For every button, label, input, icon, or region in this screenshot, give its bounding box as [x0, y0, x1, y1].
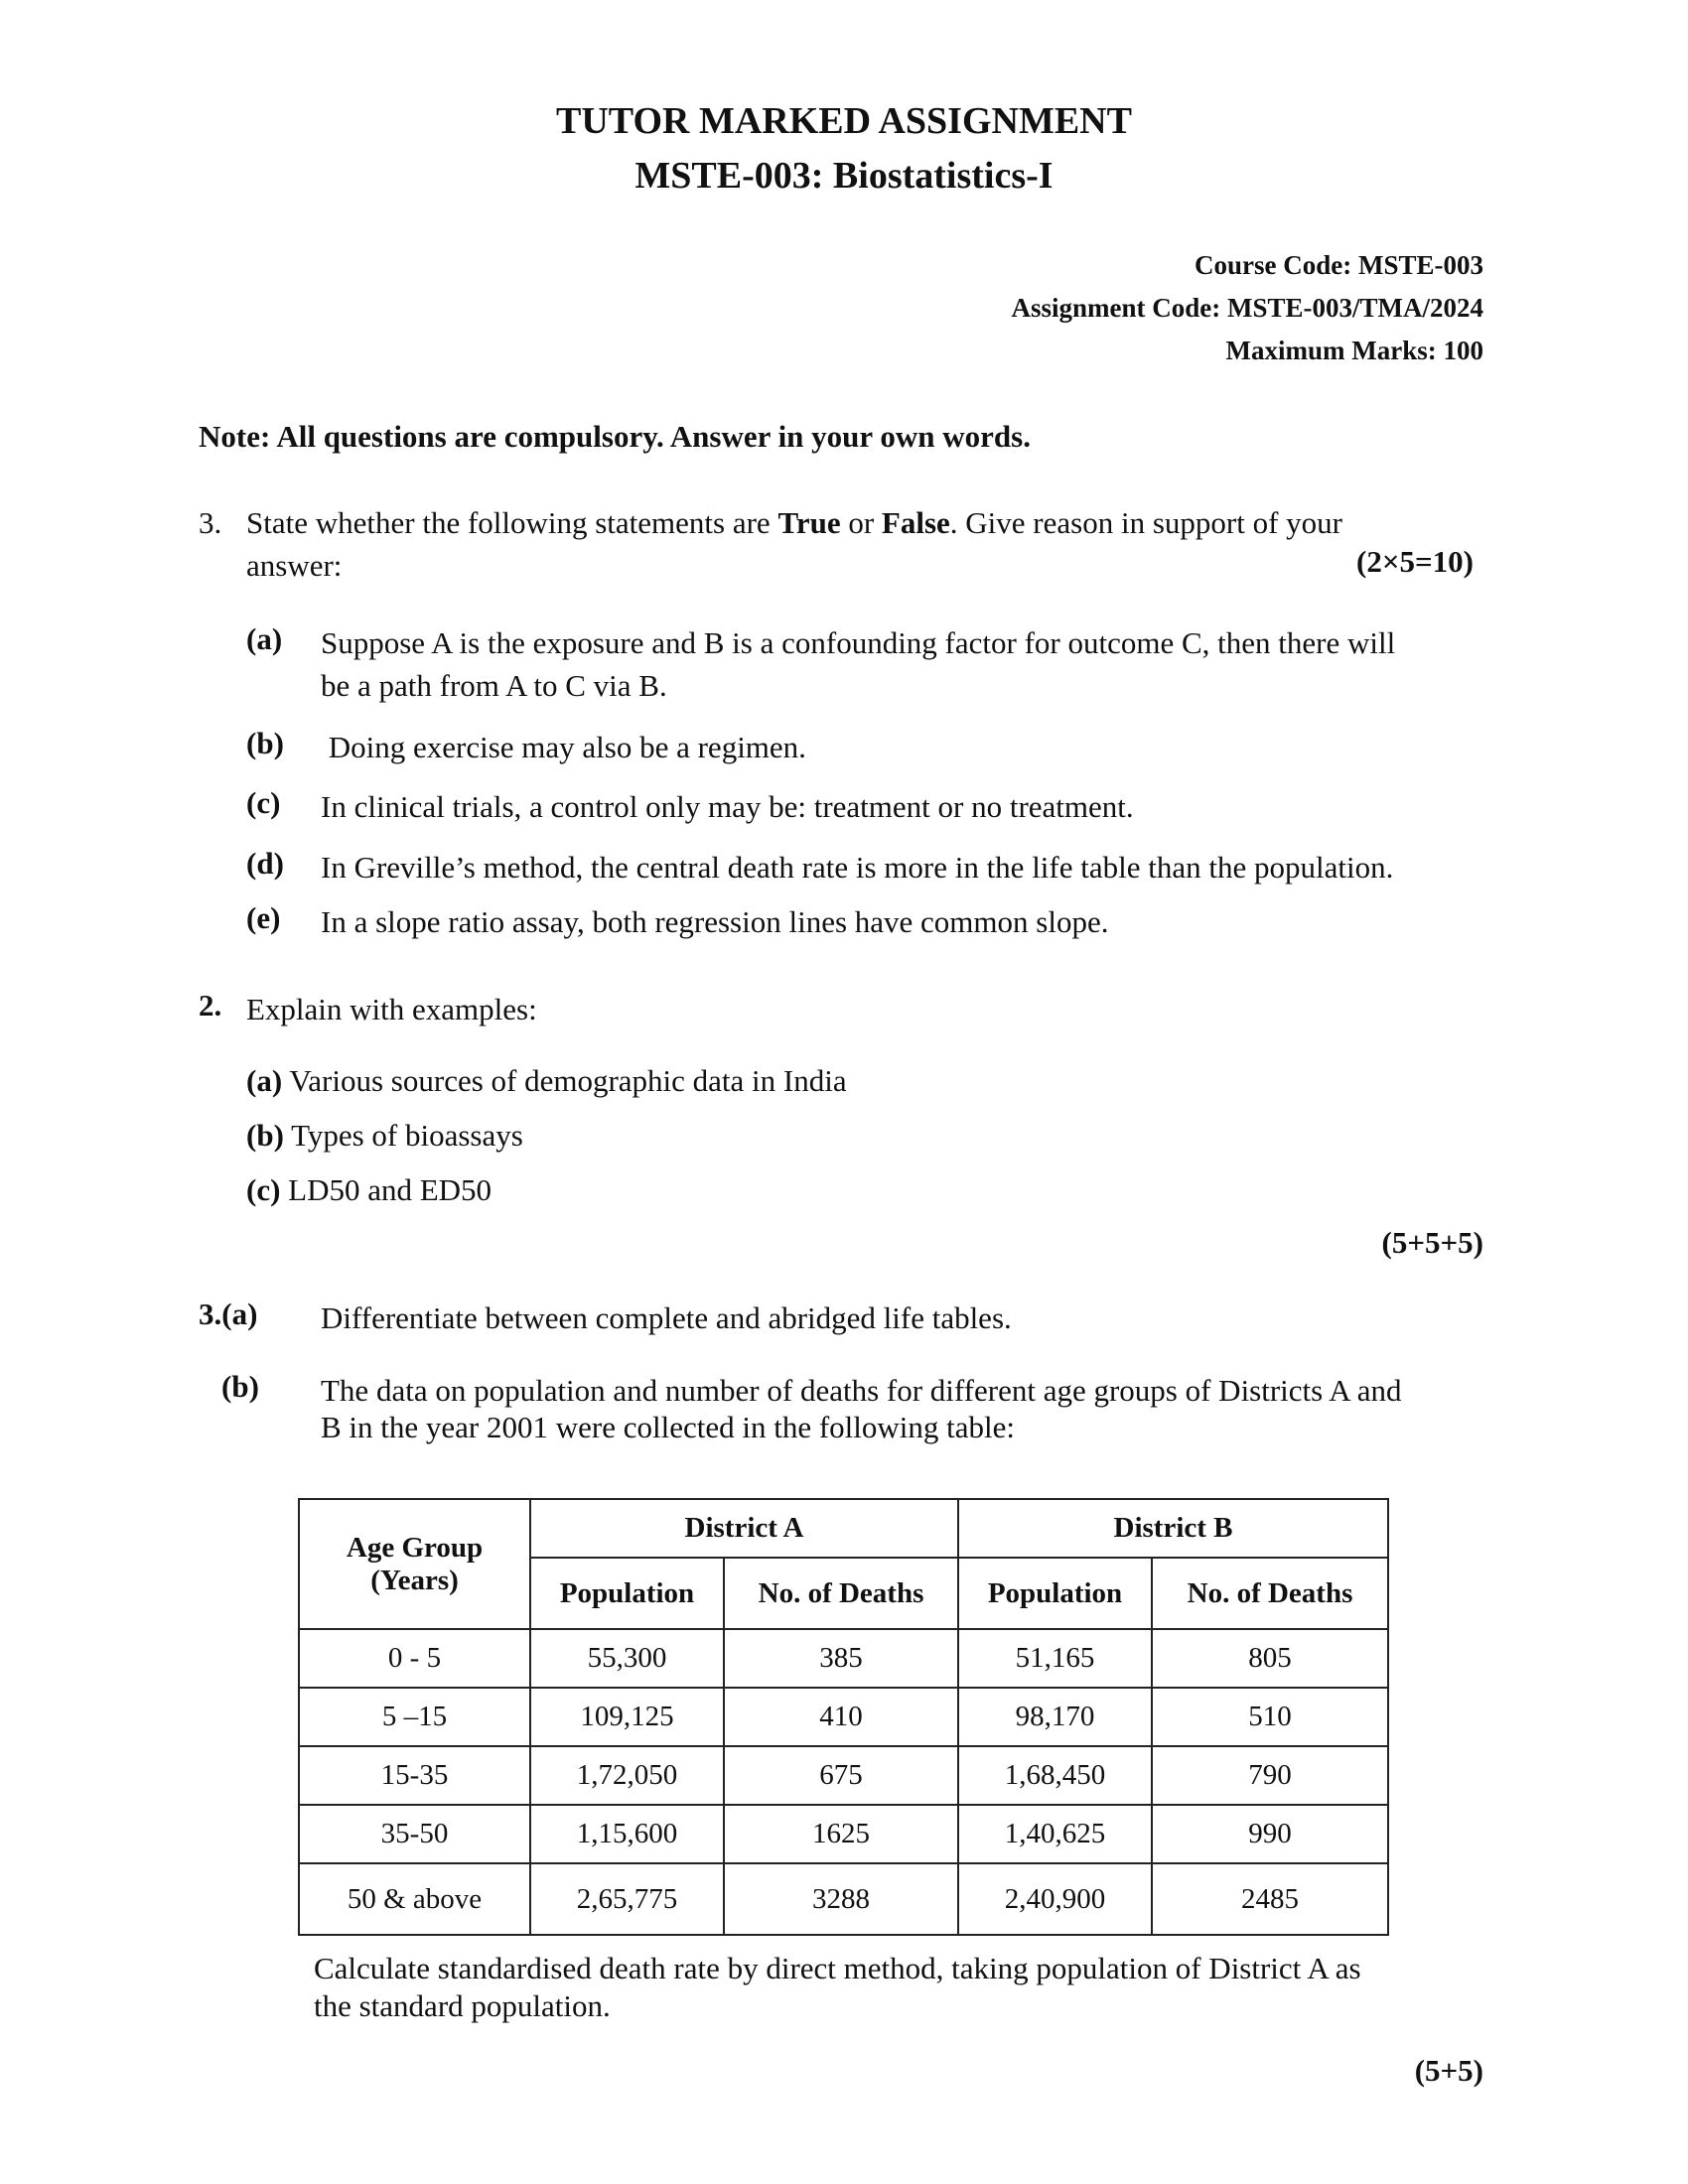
page-subtitle: MSTE-003: Biostatistics-I	[634, 155, 1054, 197]
question-1-text-pre: State whether the following statements are	[246, 505, 778, 540]
question-1-marks: (2×5=10)	[1356, 544, 1474, 579]
district-a-deaths-cell: 675	[724, 1746, 958, 1805]
question-2-number: 2.	[199, 988, 222, 1023]
age-group-cell: 15-35	[299, 1746, 530, 1805]
district-a-header: District A	[530, 1499, 958, 1558]
question-1-text	[246, 501, 1342, 544]
question-1-number: 3.	[199, 505, 222, 540]
maximum-marks: Maximum Marks: 100	[1225, 336, 1483, 365]
q2-item-a	[246, 1059, 847, 1102]
district-b-population-cell: 2,40,900	[958, 1863, 1152, 1935]
district-a-population-cell: 1,72,050	[530, 1746, 724, 1805]
age-group-header-line2: (Years)	[370, 1564, 459, 1596]
district-b-deaths-cell: 510	[1152, 1688, 1388, 1746]
table-row	[299, 1688, 1388, 1746]
question-3b-label: (b)	[221, 1369, 259, 1404]
false-word: False	[881, 505, 950, 540]
district-a-population-cell: 55,300	[530, 1629, 724, 1688]
age-group-cell: 5 –15	[299, 1688, 530, 1746]
q1-item-d-text: In Greville’s method, the central death rate is more in the life table than the population.	[321, 850, 1394, 885]
note-text: Note: All questions are compulsory. Answer in your own words.	[199, 419, 1031, 454]
district-a-deaths-header: No. of Deaths	[724, 1558, 958, 1629]
question-3b-text-line2: B in the year 2001 were collected in the following table:	[321, 1410, 1015, 1444]
page-title: TUTOR MARKED ASSIGNMENT	[556, 100, 1132, 142]
question-1-text-post: . Give reason in support of your	[949, 505, 1342, 540]
district-b-deaths-cell: 2485	[1152, 1863, 1388, 1935]
district-b-population-cell: 51,165	[958, 1629, 1152, 1688]
q2-item-a-label: (a)	[246, 1063, 283, 1098]
district-a-deaths-cell: 1625	[724, 1805, 958, 1863]
age-group-header	[299, 1499, 530, 1629]
district-b-population-header: Population	[958, 1558, 1152, 1629]
q2-item-c-text: LD50 and ED50	[280, 1172, 492, 1207]
true-word: True	[777, 505, 841, 540]
q1-item-e-text: In a slope ratio assay, both regression lines have common slope.	[321, 904, 1109, 939]
question-3a-label: 3.(a)	[199, 1297, 258, 1331]
question-1-text-line2: answer:	[246, 548, 343, 583]
district-b-population-cell: 98,170	[958, 1688, 1152, 1746]
question-3b-text: The data on population and number of deaths for different age groups of Districts A and	[321, 1373, 1402, 1408]
district-b-deaths-cell: 990	[1152, 1805, 1388, 1863]
q1-item-e-label: (e)	[246, 900, 281, 935]
district-a-population-cell: 2,65,775	[530, 1863, 724, 1935]
district-a-population-cell: 109,125	[530, 1688, 724, 1746]
q1-item-c-label: (c)	[246, 785, 281, 820]
course-code: Course Code: MSTE-003	[1195, 250, 1483, 280]
age-group-cell: 50 & above	[299, 1863, 530, 1935]
q2-item-a-text: Various sources of demographic data in India	[282, 1063, 847, 1098]
q2-item-c	[246, 1168, 492, 1211]
age-group-cell: 0 - 5	[299, 1629, 530, 1688]
district-b-population-cell: 1,68,450	[958, 1746, 1152, 1805]
calculation-instruction: Calculate standardised death rate by direct method, taking population of District A as	[314, 1951, 1361, 1985]
q1-item-d-label: (d)	[246, 846, 284, 881]
question-2-text: Explain with examples:	[246, 992, 537, 1026]
assignment-code: Assignment Code: MSTE-003/TMA/2024	[1011, 293, 1483, 323]
question-3-marks: (5+5)	[1414, 2053, 1483, 2088]
age-group-cell: 35-50	[299, 1805, 530, 1863]
district-b-deaths-cell: 805	[1152, 1629, 1388, 1688]
district-a-population-cell: 1,15,600	[530, 1805, 724, 1863]
question-2-marks: (5+5+5)	[1381, 1225, 1483, 1260]
district-a-deaths-cell: 385	[724, 1629, 958, 1688]
table-row	[299, 1746, 1388, 1805]
q2-item-c-label: (c)	[246, 1172, 281, 1207]
table-row	[299, 1805, 1388, 1863]
district-a-deaths-cell: 3288	[724, 1863, 958, 1935]
q1-item-c-text: In clinical trials, a control only may be: treatment or no treatment.	[321, 789, 1134, 824]
q1-item-a-label: (a)	[246, 621, 283, 656]
district-a-population-header: Population	[530, 1558, 724, 1629]
district-b-header: District B	[958, 1499, 1388, 1558]
question-3a-text: Differentiate between complete and abridged life tables.	[321, 1300, 1012, 1335]
district-a-deaths-cell: 410	[724, 1688, 958, 1746]
q1-item-a-text-line2: be a path from A to C via B.	[321, 668, 667, 703]
district-b-population-cell: 1,40,625	[958, 1805, 1152, 1863]
q2-item-b	[246, 1114, 523, 1157]
or-word: or	[840, 505, 882, 540]
q1-item-b-text: Doing exercise may also be a regimen.	[321, 730, 806, 764]
table-header-row	[299, 1499, 1388, 1558]
table-row	[299, 1629, 1388, 1688]
q1-item-a-text: Suppose A is the exposure and B is a confounding factor for outcome C, then there will	[321, 625, 1396, 660]
q1-item-b-label: (b)	[246, 726, 284, 760]
district-b-deaths-cell: 790	[1152, 1746, 1388, 1805]
q2-item-b-text: Types of bioassays	[283, 1118, 523, 1153]
age-group-header-line1: Age Group	[346, 1531, 484, 1564]
district-b-deaths-header: No. of Deaths	[1152, 1558, 1388, 1629]
population-deaths-table	[298, 1498, 1389, 1936]
calculation-instruction-line2: the standard population.	[314, 1988, 611, 2023]
table-row	[299, 1863, 1388, 1935]
q2-item-b-label: (b)	[246, 1118, 284, 1153]
